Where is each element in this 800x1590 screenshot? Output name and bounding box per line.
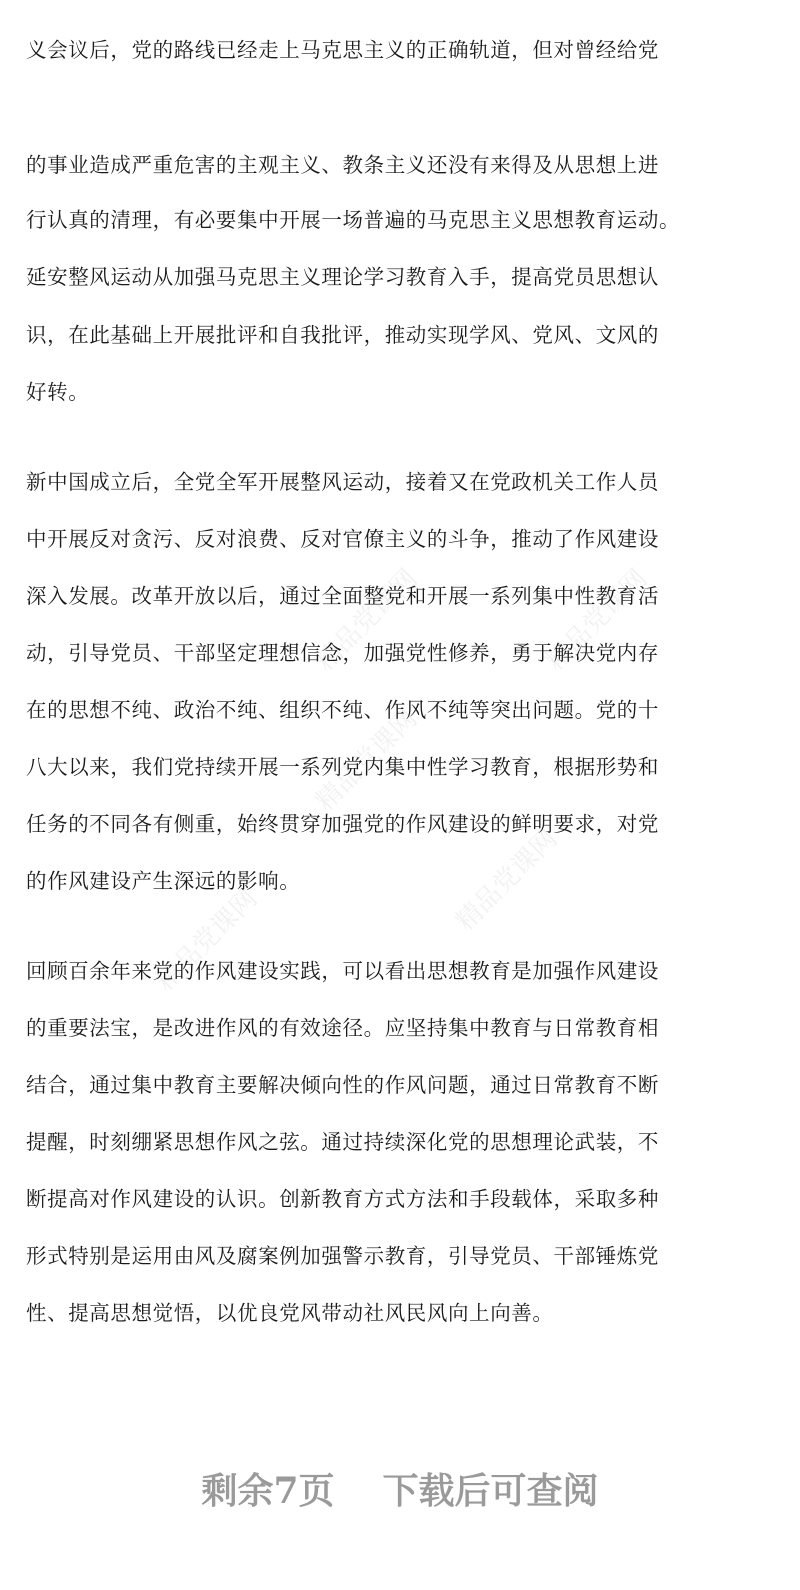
text-line: 动，引导党员、干部坚定理想信念，加强党性修养，勇于解决党内存 <box>26 641 659 665</box>
text-line: 中开展反对贪污、反对浪费、反对官僚主义的斗争，推动了作风建设 <box>26 527 659 551</box>
text-line: 好转。 <box>26 380 90 404</box>
text-line: 结合，通过集中教育主要解决倾向性的作风问题，通过日常教育不断 <box>26 1073 659 1097</box>
text-line: 新中国成立后，全党全军开展整风运动，接着又在党政机关工作人员 <box>26 470 659 494</box>
text-line: 延安整风运动从加强马克思主义理论学习教育入手，提高党员思想认 <box>26 265 659 289</box>
text-line: 任务的不同各有侧重，始终贯穿加强党的作风建设的鲜明要求，对党 <box>26 812 659 836</box>
text-line: 义会议后，党的路线已经走上马克思主义的正确轨道，但对曾经给党 <box>26 38 659 62</box>
text-line: 八大以来，我们党持续开展一系列党内集中性学习教育，根据形势和 <box>26 755 659 779</box>
text-line: 提醒，时刻绷紧思想作风之弦。通过持续深化党的思想理论武装，不 <box>26 1130 659 1154</box>
remaining-pages-label: 剩余7页 <box>201 1470 335 1512</box>
text-line: 断提高对作风建设的认识。创新教育方式方法和手段载体，采取多种 <box>26 1187 659 1211</box>
watermark: 精品党课网 <box>540 563 654 677</box>
text-line: 的作风建设产生深远的影响。 <box>26 869 301 893</box>
download-to-read-label: 下载后可查阅 <box>382 1470 599 1512</box>
text-line: 识，在此基础上开展批评和自我批评，推动实现学风、党风、文风的 <box>26 323 659 347</box>
watermark: 精品党课网 <box>310 563 424 677</box>
text-line: 回顾百余年来党的作风建设实践，可以看出思想教育是加强作风建设 <box>26 959 659 983</box>
watermark: 精品党课网 <box>450 823 564 937</box>
text-line: 在的思想不纯、政治不纯、组织不纯、作风不纯等突出问题。党的十 <box>26 698 659 722</box>
watermark: 精品党课网 <box>150 883 264 997</box>
watermark: 精品党课网 <box>310 703 424 817</box>
text-line: 的事业造成严重危害的主观主义、教条主义还没有来得及从思想上进 <box>26 153 659 177</box>
read-more-banner[interactable] <box>0 1468 800 1514</box>
text-line: 行认真的清理，有必要集中开展一场普遍的马克思主义思想教育运动。 <box>26 208 681 232</box>
text-line: 性、提高思想觉悟，以优良党风带动社风民风向上向善。 <box>26 1301 554 1325</box>
text-line: 形式特别是运用由风及腐案例加强警示教育，引导党员、干部锤炼党 <box>26 1244 659 1268</box>
text-line: 的重要法宝，是改进作风的有效途径。应坚持集中教育与日常教育相 <box>26 1016 659 1040</box>
text-line: 深入发展。改革开放以后，通过全面整党和开展一系列集中性教育活 <box>26 584 659 608</box>
